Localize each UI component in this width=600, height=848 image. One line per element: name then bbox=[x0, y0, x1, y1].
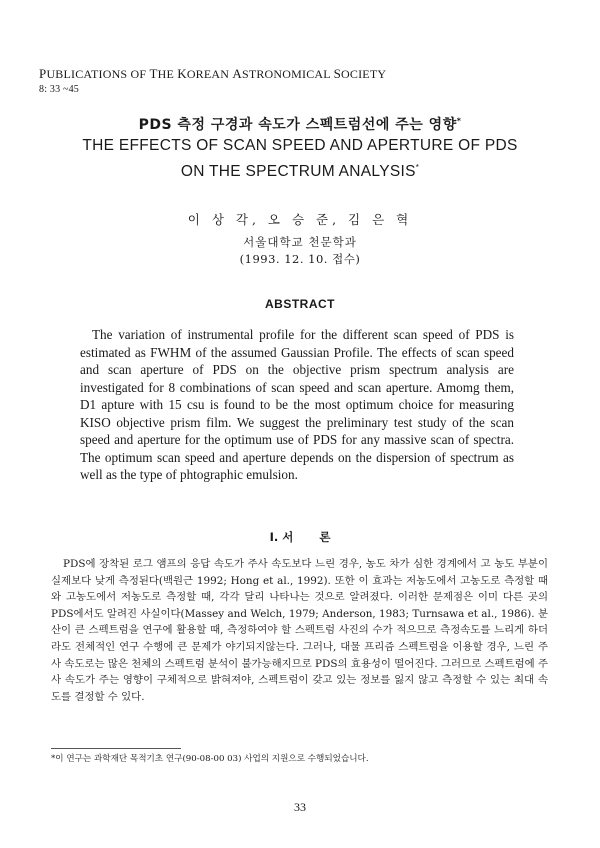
journal-header bbox=[39, 66, 386, 95]
authors: 이 상 각, 오 승 준, 김 은 혁 bbox=[187, 212, 413, 227]
section-title: 론 bbox=[319, 530, 331, 544]
page-number: 33 bbox=[294, 800, 306, 814]
footnote-divider bbox=[51, 748, 181, 749]
section-heading bbox=[0, 529, 600, 545]
section-number: I. 서 bbox=[269, 530, 294, 544]
introduction-text: PDS에 장착된 로그 앰프의 응답 속도가 주사 속도보다 느린 경우, 농도 차가 심한 경계에서 고 농도 부분이 실제보다 낮게 측정된다(백원근 1992; Hong et al., 1992). 또한 이 효과는 저농도에서 고농도로 측정할 때와 고농도에서 저농도로 측정할 때, 각각 달리 나타나는 것으로 알려졌다. 이러한 문제점은 이미 다른 곳의 PDS에서도 알려진 사실이다(Massey and Welch, 1979; Anderson, 1983; Turnsawa et al., 1986). 분산이 큰 스펙트럼을 연구에 활용할 때, 측정하여야 할 스펙트럼 사진의 수가 적으므로 측정속도를 느리게 하더라도 전체적인 연구 수행에 큰 문제가 야기되지않는다. 그러나, 대물 프리즘 스펙트럼을 이용할 경우, 느린 주사 속도로는 많은 천체의 스펙트럼 분석이 불가능해지므로 PDS의 효용성이 떨어진다. 그러므로 스펙트럼에 주사 속도가 주는 영향이 구체적으로 밝혀져야, 스펙트럼이 갖고 있는 정보를 잃지 않고 측정할 수 있는 최대 속도를 결정할 수 있다. bbox=[51, 558, 548, 703]
title-korean: PDS 측정 구경과 속도가 스펙트럼선에 주는 영향* bbox=[138, 116, 462, 133]
title-english-line2: ON THE SPECTRUM ANALYSIS* bbox=[180, 163, 420, 181]
title-english-line1: THE EFFECTS OF SCAN SPEED AND APERTURE OF PDS bbox=[82, 137, 518, 154]
abstract-heading: ABSTRACT bbox=[265, 297, 335, 311]
journal-name: PUBLICATIONS OF THE KOREAN ASTRONOMICAL SOCIETY bbox=[39, 66, 387, 81]
title-footnote-mark: * bbox=[456, 116, 462, 126]
journal-pages: 8: 33 ~45 bbox=[39, 84, 79, 95]
footnote: *이 연구는 과학재단 목적기초 연구(90-08-00 03) 사업의 지원으로 수행되었습니다. bbox=[51, 754, 369, 764]
abstract-text: The variation of instrumental profile for the different scan speed of PDS is estimated as FWHM of the assumed Gaussian Profile. The effects of scan speed and scan aperture of PDS on the objective prism spectrum analysis are investigated for 8 combinations of scan speed and scan aperture. Amomg them, D1 apture with 15 csu is found to be the most optimum choice for measuring KISO objective prism film. We suggest the preliminary test study of the scan speed and aperture for the optimum use of PDS for any massive scan of spectra. The optimum scan speed and aperture depends on the dispersion of spectrum as well as the type of phtographic emulsion. bbox=[80, 327, 514, 482]
title-english bbox=[0, 135, 600, 183]
affiliation: 서울대학교 천문학과 bbox=[243, 235, 357, 249]
received-date: (1993. 12. 10. 접수) bbox=[239, 252, 361, 266]
